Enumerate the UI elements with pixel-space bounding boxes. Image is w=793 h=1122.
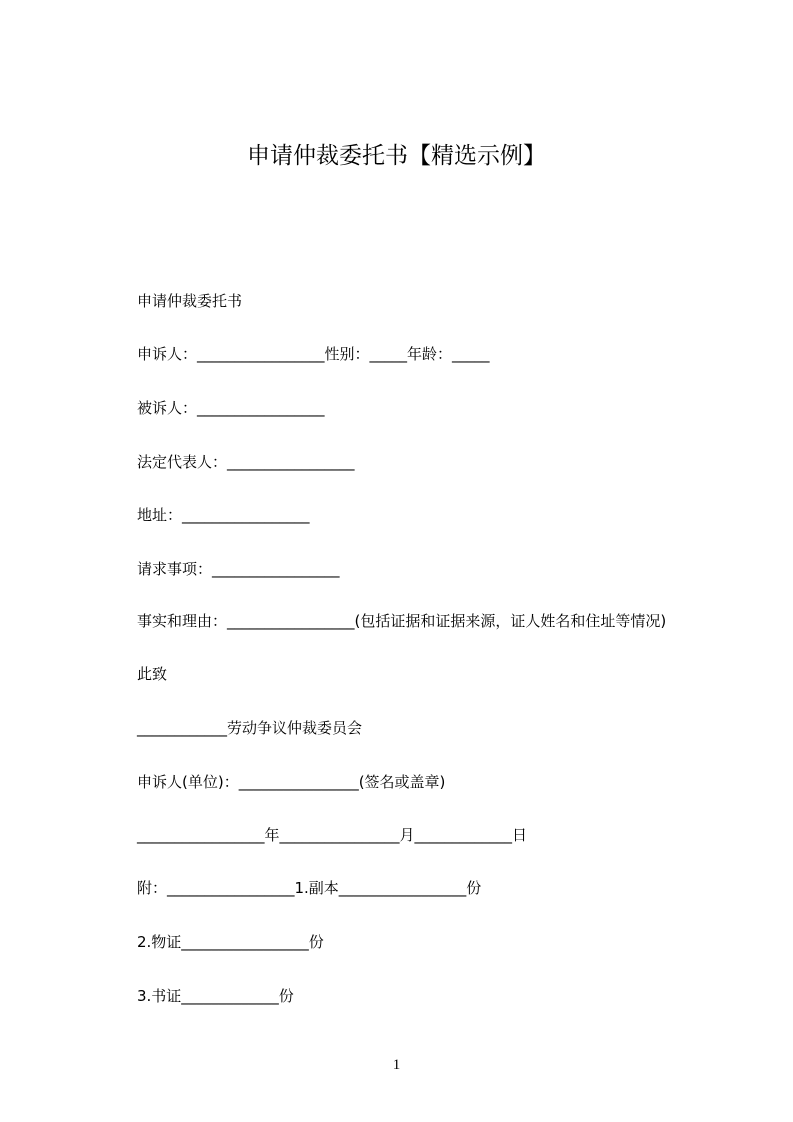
attachment-line: 附：_________________1.副本_________________份: [137, 879, 482, 897]
address-line: 地址：_________________: [137, 506, 310, 524]
document-title: 申请仲裁委托书【精选示例】: [247, 143, 546, 169]
legal-representative-line: 法定代表人：_________________: [137, 453, 355, 471]
date-line: _________________年________________月_____________日: [137, 826, 528, 844]
facts-reasons-line: 事实和理由：_________________(包括证据和证据来源，证人姓名和住址等情况): [137, 612, 667, 630]
signature-line: 申诉人(单位)：________________(签名或盖章): [137, 773, 446, 791]
physical-evidence-line: 2.物证_________________份: [137, 933, 324, 951]
heading-line: 申请仲裁委托书: [137, 292, 243, 310]
request-items-line: 请求事项：_________________: [137, 560, 340, 578]
committee-line: ____________劳动争议仲裁委员会: [137, 719, 363, 737]
salutation-line: 此致: [137, 665, 168, 683]
documentary-evidence-line: 3.书证_____________份: [137, 987, 294, 1005]
page-number: 1: [392, 1057, 401, 1073]
respondent-line: 被诉人：_________________: [137, 399, 325, 417]
complainant-line: 申诉人：_________________性别：_____年龄：_____: [137, 345, 490, 363]
